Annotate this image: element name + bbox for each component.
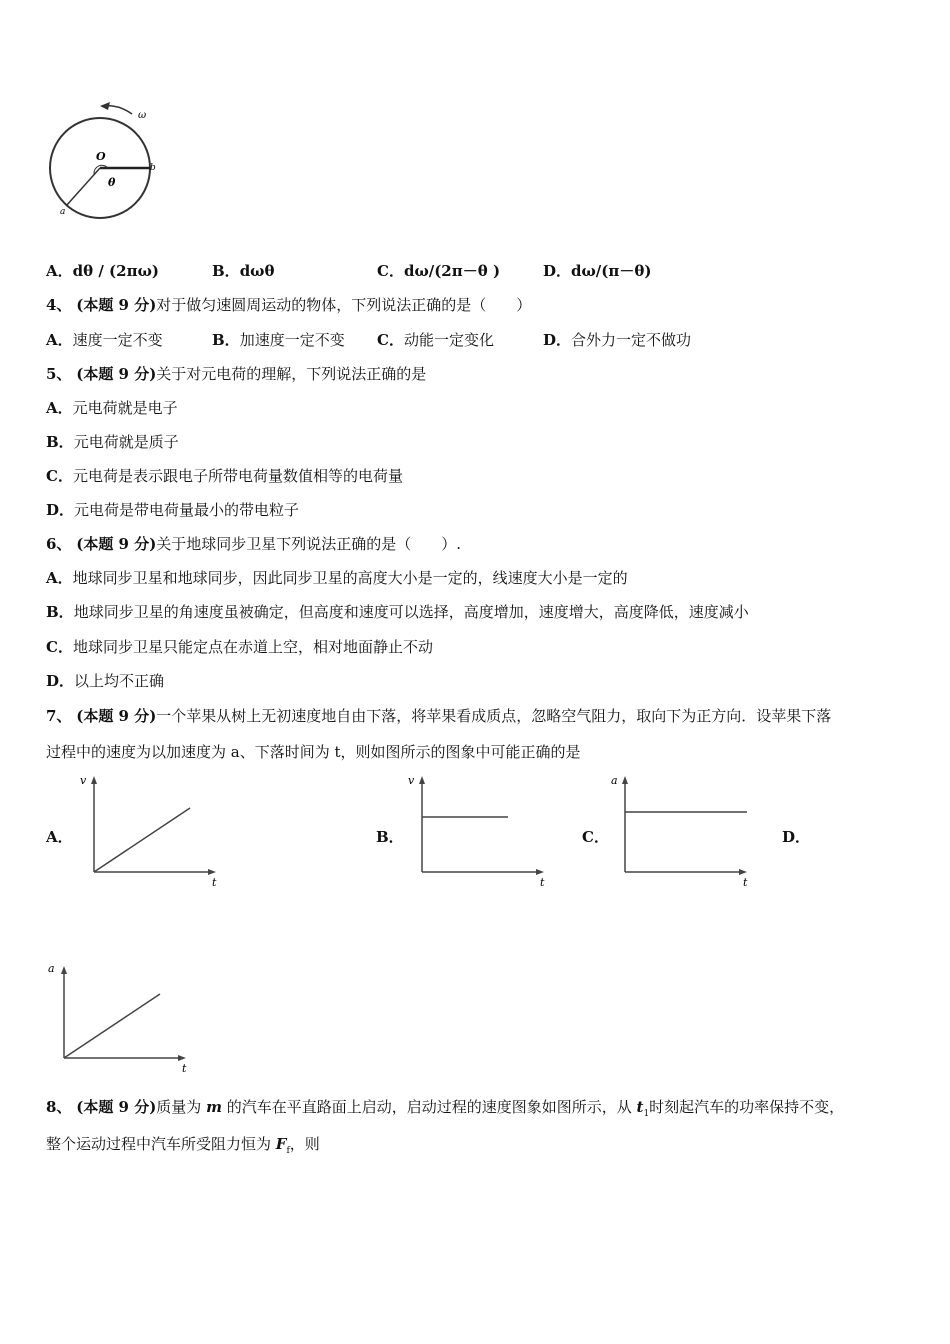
question-number: 5、 [46,365,72,383]
q7-option-b-label[interactable]: B． [376,828,404,846]
angle-label: θ [108,176,116,189]
option-label: A． [46,262,73,280]
q7-option-c-label[interactable]: C． [582,828,609,846]
q3-option-a[interactable] [46,261,159,281]
q6-stem [46,534,461,554]
x-axis-arrow-icon [536,869,544,875]
option-label: D． [543,331,572,349]
graph-a[interactable] [76,772,226,890]
point-b-label: b [150,163,156,173]
y-axis-label: a [611,774,618,787]
plot-line [64,994,160,1058]
q6-option-b[interactable] [46,602,749,622]
option-label: C． [377,331,404,349]
question-text: 的汽车在平直路面上启动，启动过程的速度图象如图所示，从 [221,1098,637,1116]
question-text: ，则 [289,1135,320,1153]
y-axis-label: v [80,774,87,787]
option-text: 元电荷就是质子 [73,433,179,451]
time-subscript: 1 [643,1109,650,1119]
force-symbol: F [275,1135,287,1153]
question-number: 6、 [46,535,72,553]
graph-b[interactable] [404,772,554,890]
question-text: 时刻起汽车的功率保持不变， [649,1098,845,1116]
option-label: C． [46,467,73,485]
y-axis-arrow-icon [91,776,97,784]
x-axis-label: t [743,876,748,889]
y-axis-label: v [408,774,415,787]
q8-stem-line2 [46,1134,320,1161]
plot-line [94,808,190,872]
question-text: 关于地球同步卫星下列说法正确的是（ ）. [156,535,462,553]
q7-option-d-label[interactable]: D． [782,828,811,846]
x-axis-label: t [540,876,545,889]
option-text: 动能一定变化 [403,331,494,349]
option-text: dω/(2π－θ ) [403,262,501,280]
y-axis-label: a [48,962,55,975]
q7-stem-line2 [46,742,581,762]
q5-stem [46,364,426,384]
question-text: 关于对元电荷的理解，下列说法正确的是 [156,365,427,383]
option-text: dωθ [239,262,275,280]
option-label: B． [212,331,240,349]
y-axis-arrow-icon [61,966,67,974]
q6-option-c[interactable] [46,637,433,657]
question-score: (本题 9 分) [76,365,157,383]
q3-option-d[interactable] [543,261,651,281]
question-text: 对于做匀速圆周运动的物体，下列说法正确的是（ ） [156,296,532,314]
q4-stem [46,295,531,315]
q5-option-b[interactable] [46,432,179,452]
question-number: 4、 [46,296,72,314]
option-label: C． [377,262,404,280]
force-subscript: f [286,1146,290,1156]
option-label: A． [46,331,73,349]
radius-oa [66,168,100,206]
option-label: B． [46,433,74,451]
question-score: (本题 9 分) [76,296,157,314]
question-score: (本题 9 分) [76,535,157,553]
option-label: A． [46,569,73,587]
question-score: (本题 9 分) [76,1098,157,1116]
time-symbol: t [636,1098,644,1116]
mass-symbol: m [206,1098,222,1116]
option-label: B． [212,262,240,280]
y-axis-arrow-icon [622,776,628,784]
q4-option-a[interactable] [46,330,163,350]
option-text: 元电荷是表示跟电子所带电荷量数值相等的电荷量 [72,467,403,485]
q7-stem-line1 [46,706,831,726]
omega-label: ω [138,110,147,121]
question-number: 8、 [46,1098,72,1116]
point-a-label: a [60,207,66,217]
q6-option-a[interactable] [46,568,628,588]
x-axis-arrow-icon [178,1055,186,1061]
q6-option-d[interactable] [46,671,164,691]
option-text: 地球同步卫星的角速度虽被确定，但高度和速度可以选择，高度增加，速度增大，高度降低，速度减小 [73,603,749,621]
option-text: dω/(π－θ) [571,262,652,280]
option-label: D． [543,262,572,280]
graph-d[interactable] [46,962,196,1080]
question-text: 一个苹果从树上无初速度地自由下落，将苹果看成质点，忽略空气阻力，取向下为正方向．设苹果下落 [156,707,832,725]
q4-option-d[interactable] [543,330,691,350]
x-axis-label: t [182,1062,187,1075]
q5-option-c[interactable] [46,466,403,486]
option-text: 地球同步卫星和地球同步，因此同步卫星的高度大小是一定的，线速度大小是一定的 [72,569,628,587]
option-text: 地球同步卫星只能定点在赤道上空，相对地面静止不动 [72,638,433,656]
question-score: (本题 9 分) [76,707,157,725]
option-text: dθ / (2πω) [72,262,159,280]
graph-c[interactable] [607,772,757,890]
option-label: A． [46,399,73,417]
q8-stem-line1 [46,1097,844,1124]
x-axis-arrow-icon [739,869,747,875]
question-text: 过程中的速度为以加速度为 a、下落时间为 t，则如图所示的图象中可能正确的是 [46,743,581,761]
q5-option-a[interactable] [46,398,178,418]
option-text: 元电荷是带电荷量最小的带电粒子 [74,501,300,519]
q5-option-d[interactable] [46,500,299,520]
q4-option-b[interactable] [212,330,345,350]
q3-option-b[interactable] [212,261,274,281]
q7-option-a-label[interactable]: A． [46,828,73,846]
option-label: C． [46,638,73,656]
option-label: B． [46,603,74,621]
q3-option-c[interactable] [377,261,500,281]
option-text: 速度一定不变 [72,331,163,349]
circle-figure [40,100,170,225]
rotation-arrowhead-icon [100,102,110,110]
center-label: O [96,150,106,163]
q4-option-c[interactable] [377,330,494,350]
x-axis-label: t [212,876,217,889]
option-text: 加速度一定不变 [239,331,345,349]
option-text: 以上均不正确 [74,672,165,690]
option-text: 合外力一定不做功 [571,331,692,349]
question-text: 质量为 [156,1098,207,1116]
question-text: 整个运动过程中汽车所受阻力恒为 [46,1135,276,1153]
option-label: D． [46,672,75,690]
option-label: D． [46,501,75,519]
question-number: 7、 [46,707,72,725]
option-text: 元电荷就是电子 [72,399,178,417]
y-axis-arrow-icon [419,776,425,784]
x-axis-arrow-icon [208,869,216,875]
